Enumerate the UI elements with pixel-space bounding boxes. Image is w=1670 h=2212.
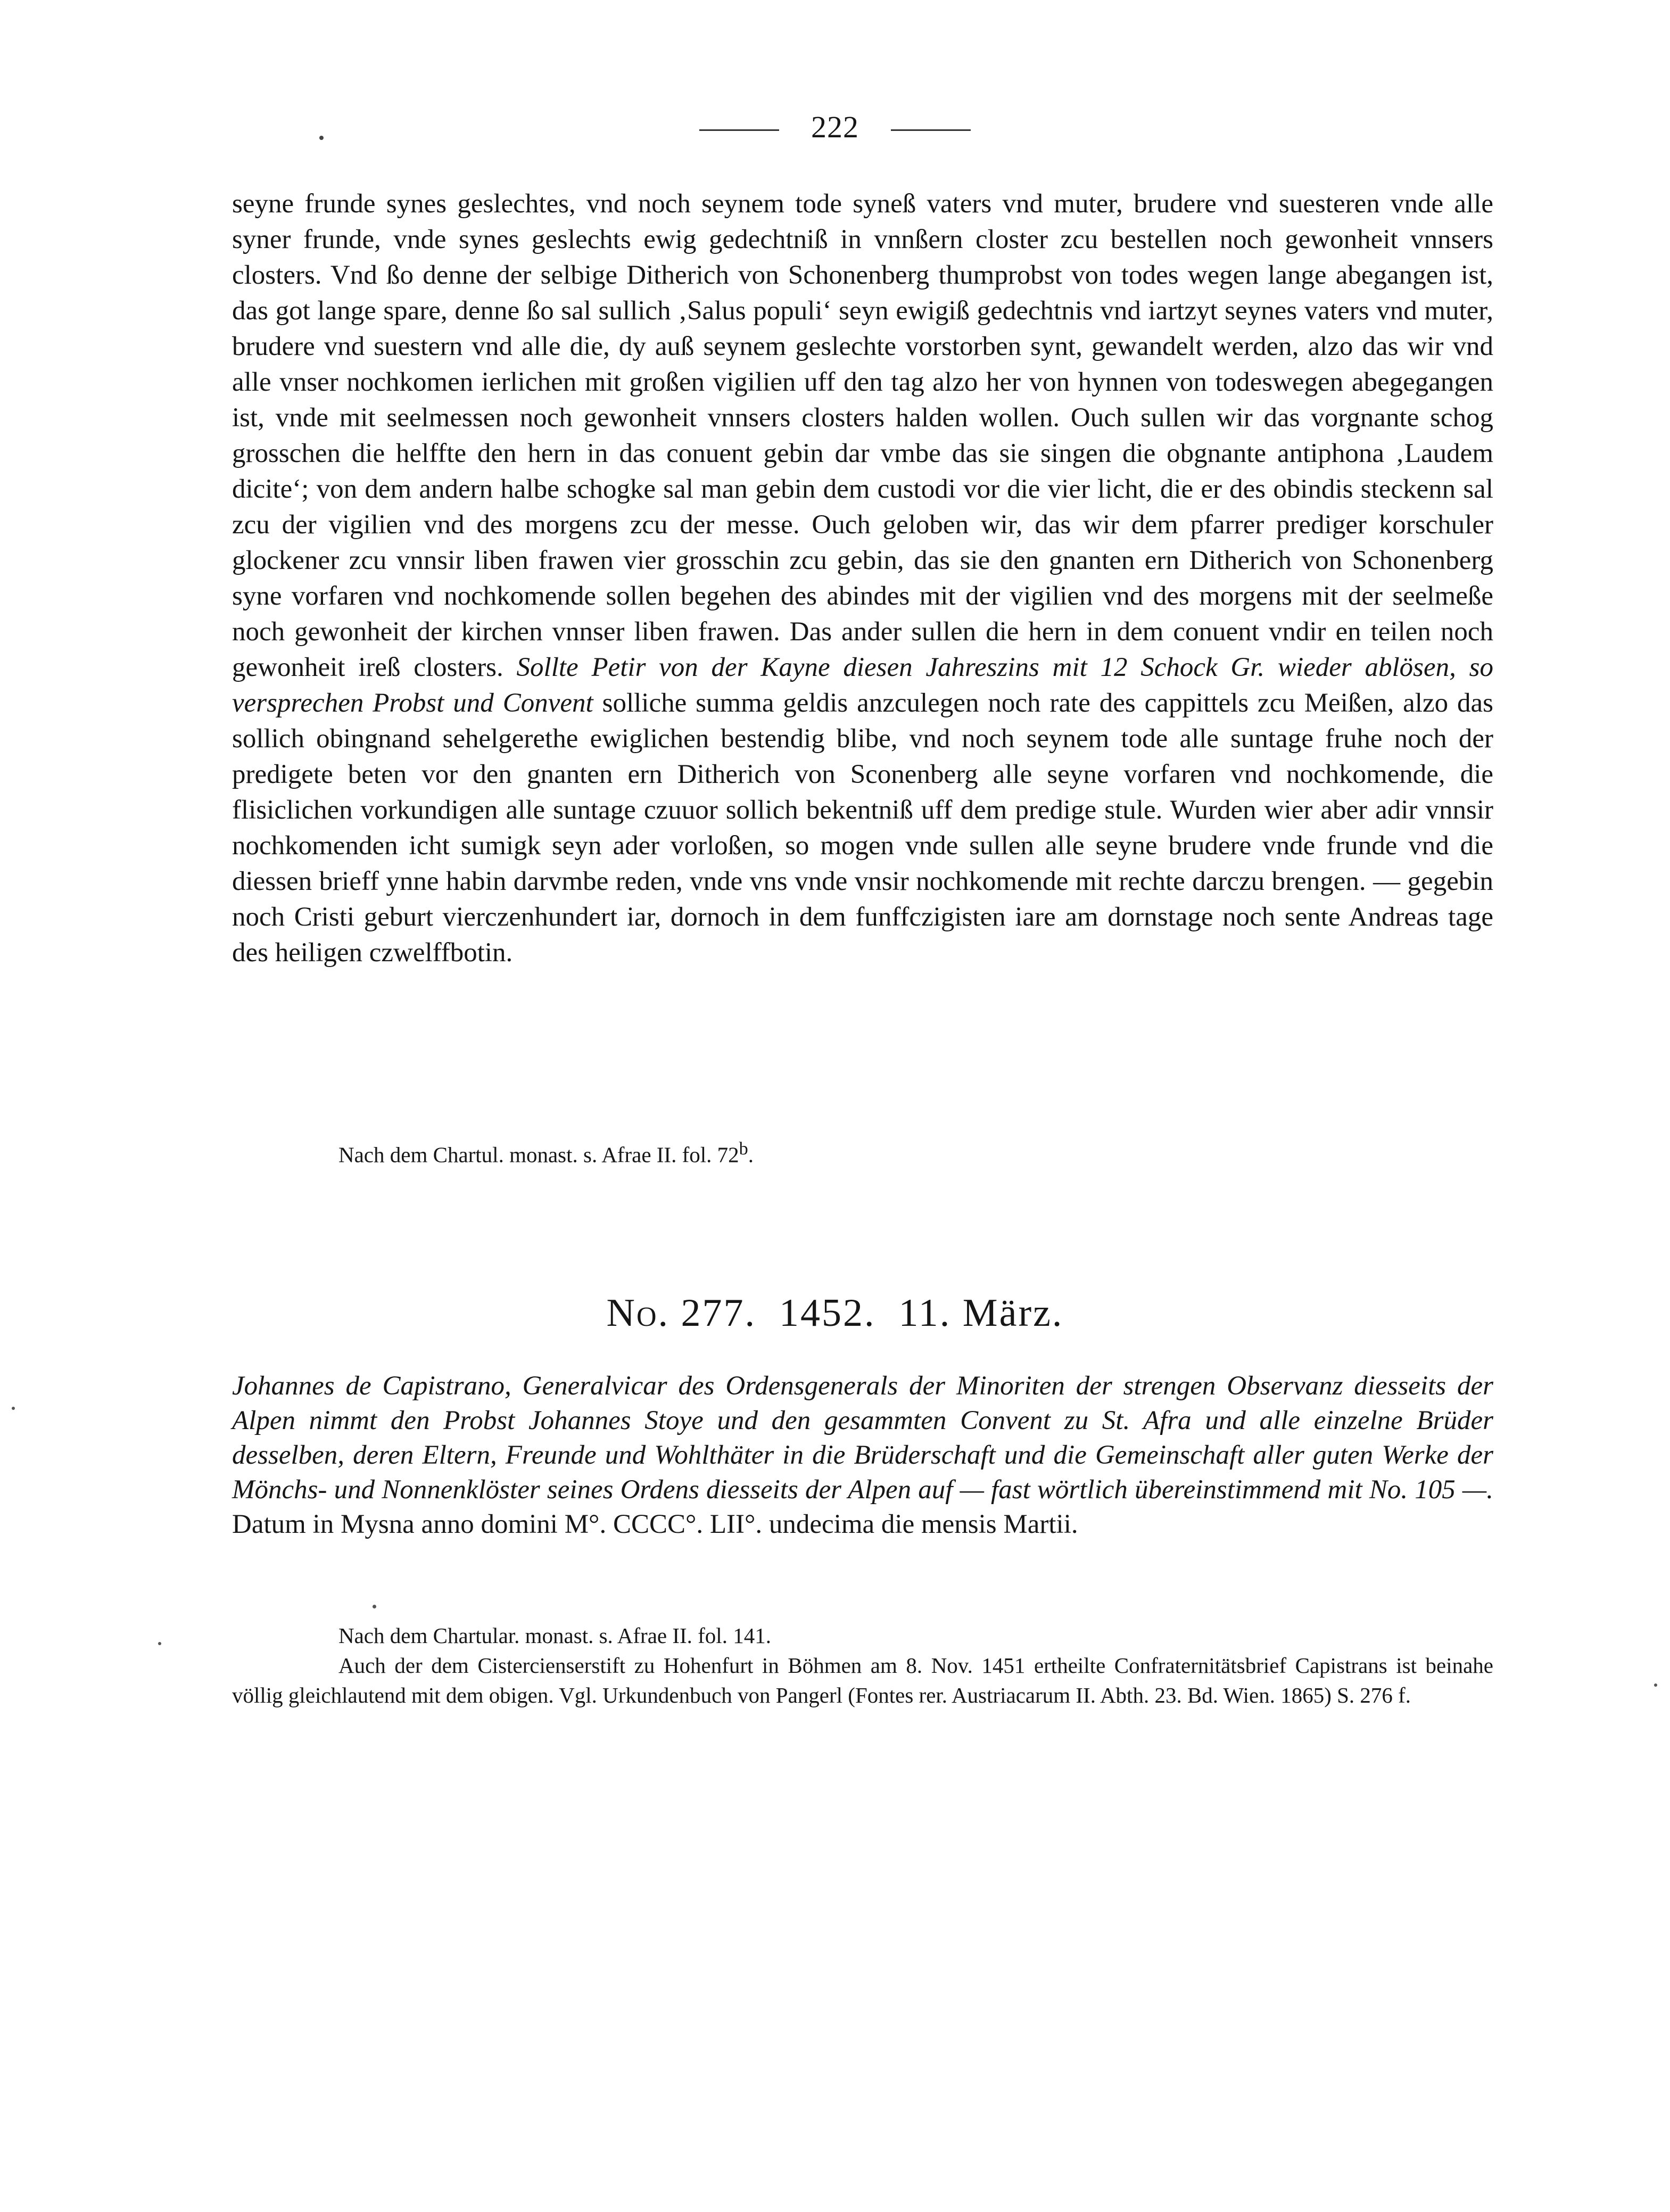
body-text-italic-summary: Sollte Petir von der Kayne diesen Jahreszins mit 12 Schock Gr. wieder ablösen, so versprechen Probst und Convent [232, 653, 1493, 718]
footnote-source: Nach dem Chartular. monast. s. Afrae II. fol. 141. [338, 1623, 771, 1648]
page-header [0, 109, 1670, 145]
document-no-label: No. [606, 1291, 670, 1335]
body-text-part-1: seyne frunde synes geslechtes, vnd noch seynem tode syneß vaters vnd muter, brudere vnd suesteren vnde alle syner frunde, vnde synes geslechts ewig gedechtniß in vnnßern closter zcu bestellen noch gewonheit vnnsers closters. Vnd ßo denne der selbige Ditherich von Schonenberg thumprobst von todes wegen lange abegangen ist, das got lange spare, denne ßo sal sullich ‚Salus populi‘ seyn ewigiß gedechtnis vnd iartzyt seynes vaters vnd muter, brudere vnd suestern vnd alle die, dy auß seynem geslechte vorstorben synt, gewandelt werden, alzo das wir vnd alle vnser nochkomen ierlichen mit großen vigilien uff den tag alzo her von hynnen von todeswegen abegegangen ist, vnde mit seelmessen noch gewonheit vnnsers closters halden wollen. Ouch sullen wir das vorgnante schog grosschen die helffte den hern in das conuent gebin dar vmbe das sie singen die obgnante antiphona ‚Laudem dicite‘; von dem andern halbe schogke sal man gebin dem custodi vor die vier licht, die er des obindis steckenn sal zcu der vigilien vnd des morgens zcu der messe. Ouch geloben wir, das wir dem pfarrer prediger korschuler glockener zcu vnnsir liben frawen vier grosschin zcu gebin, das sie den gnanten ern Ditherich von Schonenberg syne vorfaren vnd nochkomende sollen begehen des abindes mit der vigilien vnd des morgens mit der seelmeße noch gewonheit der kirchen vnnser liben frawen. Das ander sullen die hern in dem conuent vndir en teilen noch gewonheit ireß closters. [232, 189, 1493, 682]
margin-speck [12, 1407, 15, 1410]
document-regest [232, 1369, 1493, 1542]
document-body-text [232, 186, 1493, 971]
source-note [338, 1139, 754, 1168]
regest-italic: Johannes de Capistrano, Generalvicar des Ordensgenerals der Minoriten der strengen Observanz diesseits der Alpen nimmt den Probst Johannes Stoye und den gesammten Convent zu St. Afra und alle einzelne Brüder desselben, deren Eltern, Freunde und Wohlthäter in die Brüderschaft und die Gemeinschaft aller guten Werke der Mönchs- und Nonnenklöster seines Ordens diesseits der Alpen auf — fast wörtlich übereinstimmend mit No. 105 —. [232, 1371, 1493, 1505]
source-note-end: . [748, 1142, 754, 1167]
footnote-comment: Auch der dem Cistercienserstift zu Hohenfurt in Böhmen am 8. Nov. 1451 ertheilte Confraternitätsbrief Capistrans ist beinahe völlig gleichlautend mit dem obigen. Vgl. Urkundenbuch von Pangerl (Fontes rer. Austriacarum II. Abth. 23. Bd. Wien. 1865) S. 276 f. [232, 1653, 1493, 1707]
page-number: 222 [811, 110, 859, 144]
document-heading [0, 1291, 1670, 1336]
document-year: 1452. [779, 1291, 876, 1335]
footnotes [232, 1621, 1493, 1710]
header-dash-right [891, 129, 971, 131]
regest-dating: Datum in Mysna anno domini M°. CCCC°. LII°. undecima die mensis Martii. [232, 1509, 1078, 1539]
margin-speck [158, 1642, 161, 1645]
margin-speck [1654, 1683, 1657, 1687]
header-dash-left [699, 129, 779, 131]
body-text-part-2: solliche summa geldis anzculegen noch rate des cappittels zcu Meißen, alzo das sollich obingnand sehelgerethe ewiglichen bestendig blibe, vnd noch seynem tode alle suntage fruhe noch der predigete beten vor den gnanten ern Ditherich von Sconenberg alle seyne vorfaren vnd nochkomende, die flisiclichen vorkundigen alle suntage czuuor sollich bekentniß uff dem predige stule. Wurden wier aber adir vnnsir nochkomenden icht sumigk seyn ader vorloßen, so mogen vnde sullen alle seyne brudere vnde frunde vnd die diessen brieff ynne habin darvmbe reden, vnde vns vnde vnsir nochkomende mit rechte darczu brengen. — gegebin noch Cristi geburt vierczenhundert iar, dornoch in dem funffczigisten iare am dornstage noch sente Andreas tage des heiligen czwelffbotin. [232, 688, 1494, 968]
source-note-text: Nach dem Chartul. monast. s. Afrae II. fol. 72 [338, 1142, 739, 1167]
source-note-superscript: b [739, 1139, 748, 1159]
document-number: 277. [681, 1291, 757, 1335]
document-date: 11. März. [898, 1291, 1064, 1335]
margin-speck [373, 1605, 376, 1608]
